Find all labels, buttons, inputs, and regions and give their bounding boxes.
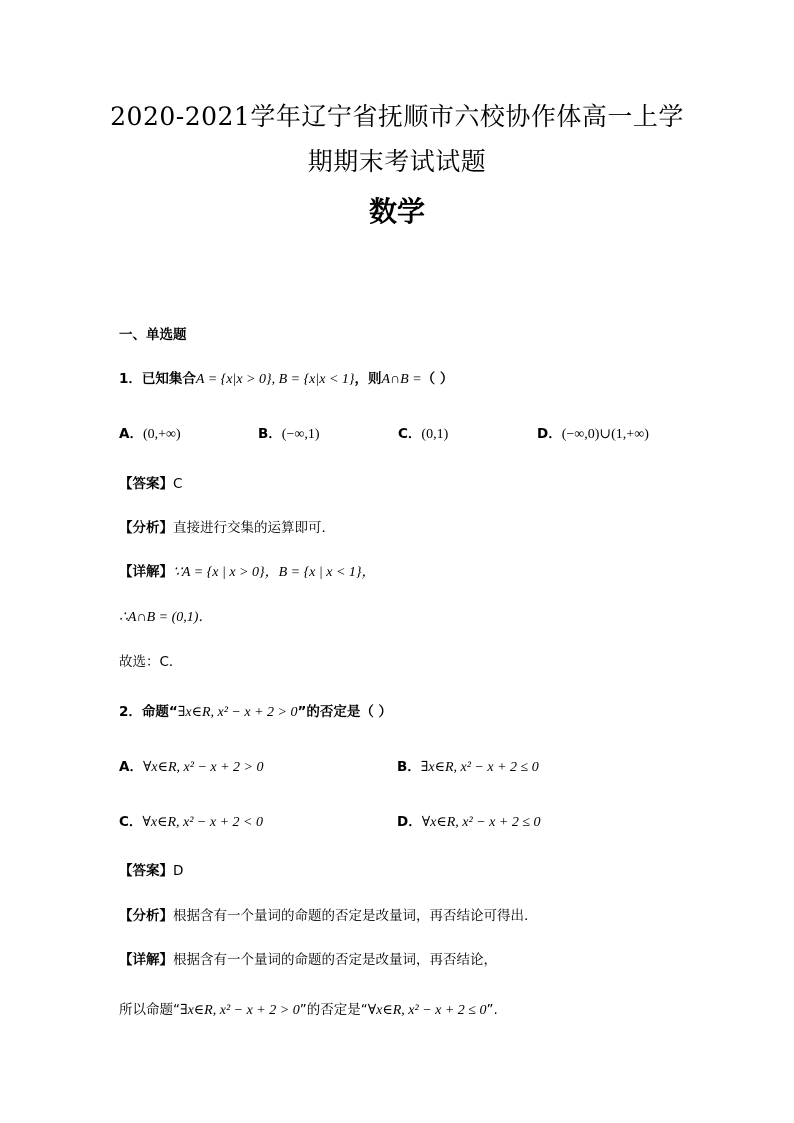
subject-title: 数学 bbox=[368, 195, 425, 228]
q1-stem-suffix: （ ） bbox=[421, 371, 454, 387]
q2-stem-prefix: 命题“ bbox=[141, 704, 178, 720]
q2-stem-math: ∃x∈R, x² − x + 2 > 0 bbox=[177, 705, 298, 720]
q1-stem-math2: A∩B = bbox=[381, 372, 422, 387]
q1-stem-mid: ，则 bbox=[354, 371, 382, 387]
q1-option-d bbox=[537, 428, 649, 442]
analysis-tag: 【分析】 bbox=[119, 520, 173, 536]
detail-math: ∵A = {x | x > 0}，B = {x | x < 1}， bbox=[173, 565, 376, 580]
analysis-tag: 【分析】 bbox=[119, 908, 173, 924]
detail-text: 根据含有一个量词的命题的否定是改量词，再否结论， bbox=[173, 952, 497, 968]
q1-stem-math: A = {x|x > 0}, B = {x|x < 1} bbox=[195, 372, 355, 387]
option-label: D． bbox=[537, 426, 562, 442]
q1-option-c bbox=[398, 428, 448, 442]
detail-tag: 【详解】 bbox=[119, 952, 173, 968]
option-value: ∀x∈R, x² − x + 2 < 0 bbox=[142, 815, 263, 830]
q2-analysis bbox=[119, 910, 528, 924]
option-value: (−∞,1) bbox=[281, 427, 320, 442]
answer-tag: 【答案】 bbox=[119, 476, 173, 492]
analysis-text: 直接进行交集的运算即可． bbox=[173, 520, 335, 536]
exam-title-line2: 期期末考试试题 bbox=[307, 147, 487, 176]
answer-value: D bbox=[173, 863, 184, 879]
q2-stem bbox=[119, 706, 392, 720]
analysis-text: 根据含有一个量词的命题的否定是改量词，再否结论可得出. bbox=[173, 908, 529, 924]
option-value: ∃x∈R, x² − x + 2 ≤ 0 bbox=[420, 760, 539, 775]
option-label: B． bbox=[258, 426, 282, 442]
q1-analysis bbox=[119, 522, 335, 536]
option-label: D． bbox=[397, 814, 422, 830]
q2-number: 2． bbox=[119, 704, 142, 720]
conclusion-mid: ”的否定是“ bbox=[299, 1002, 368, 1018]
option-value: (0,+∞) bbox=[142, 427, 181, 442]
section-heading: 一、单选题 bbox=[119, 327, 187, 343]
conclusion-math2: ∀x∈R, x² − x + 2 ≤ 0 bbox=[367, 1003, 487, 1018]
q2-option-c bbox=[119, 816, 263, 830]
q1-option-b bbox=[258, 428, 320, 442]
answer-value: C bbox=[173, 476, 183, 492]
q2-option-d bbox=[397, 816, 541, 830]
conclusion-suffix: ”. bbox=[486, 1002, 498, 1018]
q1-detail bbox=[119, 566, 376, 580]
conclusion-math1: ∃x∈R, x² − x + 2 > 0 bbox=[180, 1003, 300, 1018]
q1-detail-line2: ∴A∩B = (0,1)． bbox=[119, 610, 213, 625]
option-label: C． bbox=[119, 814, 143, 830]
option-value: (0,1) bbox=[421, 427, 449, 442]
detail-tag: 【详解】 bbox=[119, 564, 173, 580]
q1-conclusion: 故选：C． bbox=[119, 654, 183, 670]
q2-option-b bbox=[397, 761, 539, 775]
q1-answer bbox=[119, 478, 182, 492]
answer-tag: 【答案】 bbox=[119, 863, 173, 879]
option-value: ∀x∈R, x² − x + 2 ≤ 0 bbox=[421, 815, 541, 830]
q2-answer bbox=[119, 865, 183, 879]
q2-detail bbox=[119, 954, 497, 968]
option-value: (−∞,0)∪(1,+∞) bbox=[561, 427, 649, 442]
q1-number: 1． bbox=[119, 371, 142, 387]
conclusion-prefix: 所以命题“ bbox=[119, 1002, 180, 1018]
option-label: B． bbox=[397, 759, 421, 775]
q1-option-a bbox=[119, 428, 181, 442]
exam-title-line1: 2020-2021学年辽宁省抚顺市六校协作体高一上学 bbox=[110, 102, 684, 131]
option-value: ∀x∈R, x² − x + 2 > 0 bbox=[142, 760, 264, 775]
q1-stem-prefix: 已知集合 bbox=[141, 371, 196, 387]
q2-stem-suffix: ”的否定是（ ） bbox=[297, 704, 393, 720]
q2-option-a bbox=[119, 761, 264, 775]
option-label: A． bbox=[119, 759, 143, 775]
option-label: A． bbox=[119, 426, 143, 442]
q1-stem bbox=[119, 373, 453, 387]
q2-conclusion bbox=[119, 1004, 498, 1018]
option-label: C． bbox=[398, 426, 422, 442]
